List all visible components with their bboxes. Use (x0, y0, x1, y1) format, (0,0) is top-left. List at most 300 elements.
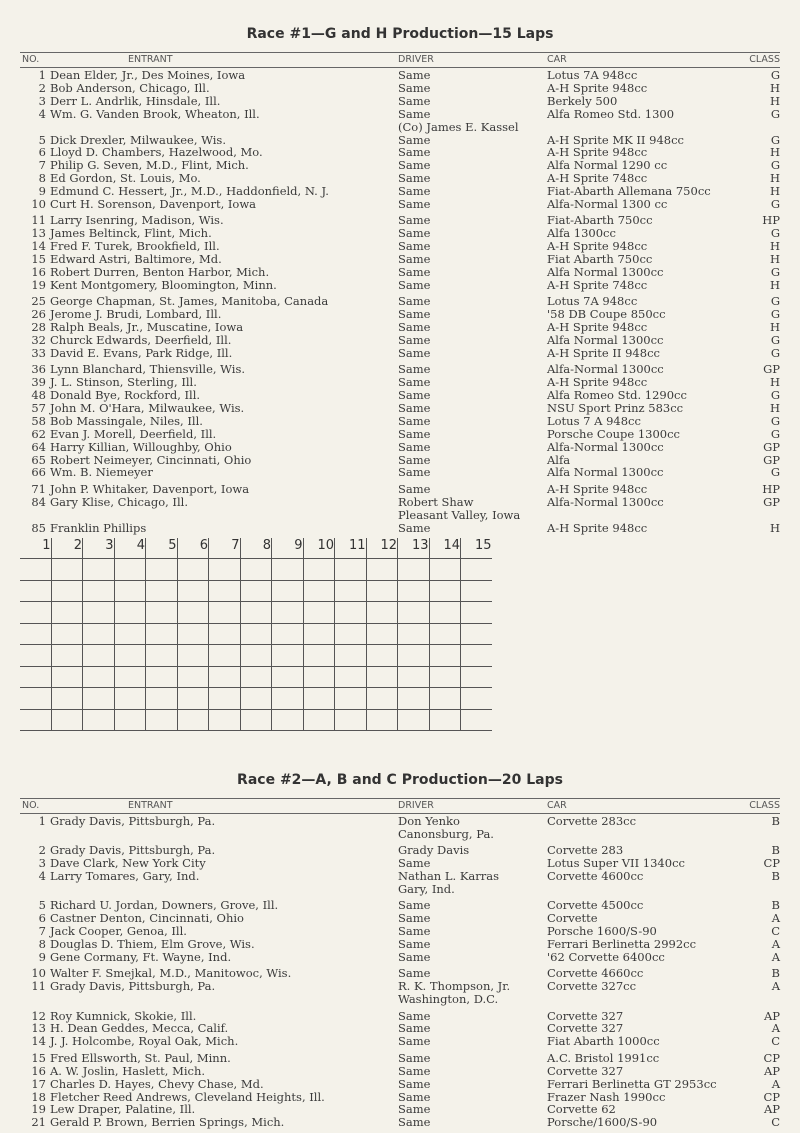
car-class: H (769, 320, 780, 334)
lap-cell (177, 580, 209, 602)
lap-cell (461, 709, 492, 731)
lap-cell (146, 709, 178, 731)
entry-number: 58 (31, 414, 46, 428)
driver-name: Same (398, 213, 431, 227)
lap-cell (272, 580, 304, 602)
lap-cell (429, 709, 461, 731)
entry-number: 48 (31, 388, 46, 402)
entrant-name: Dave Clark, New York City (50, 856, 206, 870)
entry-number: 4 (38, 107, 46, 121)
entrant-name: Franklin Phillips (50, 521, 147, 535)
lap-cell (83, 688, 115, 710)
lap-cell (398, 645, 430, 667)
entrant-name: David E. Evans, Park Ridge, Ill. (50, 346, 233, 360)
driver-name: Same (398, 465, 431, 479)
lap-cell (177, 559, 209, 581)
car-class: G (770, 346, 780, 360)
lap-number: 5 (146, 538, 178, 559)
driver-name: Same (398, 1009, 431, 1023)
entrant-name: Larry Isenring, Madison, Wis. (50, 213, 224, 227)
entry-number: 16 (31, 1064, 46, 1078)
driver-name: Same (398, 1115, 431, 1129)
driver-name: Same (398, 1090, 431, 1104)
car-model: Corvette 327 (547, 1064, 624, 1078)
lap-cell (83, 559, 115, 581)
lap-cell (303, 559, 335, 581)
car-model: A-H Sprite II 948cc (547, 346, 660, 360)
header-entrant: ENTRANT (128, 54, 173, 65)
entrant-name: Edmund C. Hessert, Jr., M.D., Haddonfield, N. J. (50, 184, 329, 198)
driver-name: Same (398, 414, 431, 428)
car-class: G (770, 226, 780, 240)
car-model: Ferrari Berlinetta GT 2953cc (547, 1077, 717, 1091)
lap-number: 11 (335, 538, 367, 559)
lap-cell (146, 666, 178, 688)
header-no: NO. (22, 54, 40, 65)
entry-number: 64 (31, 440, 46, 454)
car-model: '62 Corvette 6400cc (547, 950, 665, 964)
lap-cell (335, 709, 367, 731)
lap-cell (429, 666, 461, 688)
header-no: NO. (22, 800, 40, 811)
car-class: H (769, 278, 780, 292)
car-class: H (769, 521, 780, 535)
lap-number: 15 (461, 538, 492, 559)
lap-cell (209, 559, 241, 581)
entrant-name: Larry Tomares, Gary, Ind. (50, 869, 200, 883)
entrant-name: Douglas D. Thiem, Elm Grove, Wis. (50, 937, 255, 951)
car-class: GP (763, 495, 780, 509)
entry-number: 84 (31, 495, 46, 509)
driver-name: Grady Davis (398, 843, 470, 857)
entrant-name: Ed Gordon, St. Louis, Mo. (50, 171, 201, 185)
entrant-name: James Beltinck, Flint, Mich. (50, 226, 212, 240)
race2-title: Race #2—A, B and C Production—20 Laps (237, 772, 563, 788)
lap-cell (83, 666, 115, 688)
lap-cell (240, 602, 272, 624)
entry-number: 14 (31, 239, 46, 253)
car-class: A (771, 979, 780, 993)
driver-name: Same (398, 856, 431, 870)
car-class: G (770, 307, 780, 321)
driver-name: Same (398, 239, 431, 253)
entry-number: 62 (31, 427, 46, 441)
car-class: HP (762, 482, 780, 496)
lap-cell (398, 666, 430, 688)
lap-cell (335, 645, 367, 667)
driver-name: Same (398, 333, 431, 347)
driver-name: Same (398, 937, 431, 951)
header-class: CLASS (749, 800, 780, 811)
lap-cell (146, 623, 178, 645)
lap-cell (240, 709, 272, 731)
driver-second-line: (Co) James E. Kassel (398, 119, 519, 134)
entry-number: 18 (31, 1090, 46, 1104)
car-model: Corvette 283cc (547, 814, 637, 828)
car-class: A (771, 950, 780, 964)
car-class: GP (763, 440, 780, 454)
lap-cell (335, 666, 367, 688)
lap-cell (20, 559, 51, 581)
car-model: Corvette 283 (547, 843, 624, 857)
car-model: Alfa Normal 1300cc (547, 333, 664, 347)
entrant-name: Lloyd D. Chambers, Hazelwood, Mo. (50, 145, 263, 159)
driver-name: Same (398, 427, 431, 441)
car-model: Alfa Normal 1300cc (547, 265, 664, 279)
entrant-name: J. J. Holcombe, Royal Oak, Mich. (50, 1034, 239, 1048)
entry-number: 9 (38, 950, 46, 964)
lap-cell (398, 580, 430, 602)
car-model: Porsche 1600/S-90 (547, 924, 657, 938)
lap-cell (114, 688, 146, 710)
entrant-name: Grady Davis, Pittsburgh, Pa. (50, 979, 216, 993)
lap-cell (272, 666, 304, 688)
entry-number: 5 (38, 133, 46, 147)
race1-title: Race #1—G and H Production—15 Laps (246, 26, 554, 42)
entrant-name: Lew Draper, Palatine, Ill. (50, 1102, 196, 1116)
lap-cell (146, 559, 178, 581)
lap-cell (83, 645, 115, 667)
lap-cell (366, 623, 398, 645)
entrant-name: Jack Cooper, Genoa, Ill. (50, 924, 187, 938)
entry-number: 7 (38, 924, 46, 938)
car-class: CP (763, 856, 780, 870)
lap-cell (114, 602, 146, 624)
car-model: Fiat-Abarth Allemana 750cc (547, 184, 711, 198)
car-model: Porsche Coupe 1300cc (547, 427, 681, 441)
driver-name: Robert Shaw (398, 495, 474, 509)
driver-name: Same (398, 521, 431, 535)
entry-number: 6 (38, 911, 46, 925)
driver-name: Same (398, 1021, 431, 1035)
entrant-name: Curt H. Sorenson, Davenport, Iowa (50, 197, 257, 211)
lap-cell (303, 709, 335, 731)
car-class: A (771, 911, 780, 925)
car-class: G (770, 107, 780, 121)
lap-cell (272, 709, 304, 731)
car-model: A-H Sprite 948cc (547, 239, 648, 253)
lap-cell (177, 688, 209, 710)
car-model: A-H Sprite 948cc (547, 482, 648, 496)
entrant-name: Harry Killian, Willoughby, Ohio (50, 440, 232, 454)
lap-cell (114, 623, 146, 645)
driver-name: Same (398, 184, 431, 198)
entry-number: 15 (31, 1051, 46, 1065)
lap-number: 13 (398, 538, 430, 559)
entrant-name: Fred Ellsworth, St. Paul, Minn. (50, 1051, 231, 1065)
lap-cell (177, 645, 209, 667)
entry-number: 8 (38, 937, 46, 951)
car-model: Alfa-Normal 1300cc (547, 362, 664, 376)
header-driver: DRIVER (398, 800, 434, 811)
car-class: G (770, 197, 780, 211)
lap-cell (272, 559, 304, 581)
entry-number: 4 (38, 869, 46, 883)
car-class: A (771, 937, 780, 951)
car-class: AP (763, 1102, 780, 1116)
lap-cell (83, 709, 115, 731)
lap-cell (20, 645, 51, 667)
lap-grid-row (20, 688, 492, 710)
lap-cell (461, 623, 492, 645)
car-class: GP (763, 362, 780, 376)
driver-name: Nathan L. Karras (398, 869, 500, 883)
driver-name: Same (398, 1077, 431, 1091)
driver-name: Same (398, 252, 431, 266)
car-model: Corvette 327cc (547, 979, 637, 993)
lap-cell (51, 645, 83, 667)
entrant-name: John M. O'Hara, Milwaukee, Wis. (50, 401, 245, 415)
lap-grid-row (20, 602, 492, 624)
lap-cell (461, 645, 492, 667)
driver-name: Same (398, 1034, 431, 1048)
lap-cell (146, 688, 178, 710)
lap-cell (461, 580, 492, 602)
entrant-name: Grady Davis, Pittsburgh, Pa. (50, 814, 216, 828)
car-model: Corvette 4660cc (547, 966, 644, 980)
lap-cell (461, 688, 492, 710)
driver-name: Same (398, 1102, 431, 1116)
lap-cell (51, 709, 83, 731)
entrant-name: Walter F. Smejkal, M.D., Manitowoc, Wis. (50, 966, 292, 980)
header-driver: DRIVER (398, 54, 434, 65)
car-model: Alfa-Normal 1300cc (547, 495, 664, 509)
car-class: G (770, 294, 780, 308)
entry-number: 19 (31, 278, 46, 292)
lap-cell (366, 688, 398, 710)
driver-name: Same (398, 265, 431, 279)
driver-second-line: Pleasant Valley, Iowa (398, 507, 521, 522)
car-model: Alfa Romeo Std. 1290cc (547, 388, 687, 402)
car-model: Lotus Super VII 1340cc (547, 856, 685, 870)
car-class: C (771, 1115, 780, 1129)
entry-number: 12 (31, 1009, 46, 1023)
driver-name: Same (398, 1064, 431, 1078)
lap-grid-row (20, 580, 492, 602)
lap-number: 7 (209, 538, 241, 559)
car-model: Lotus 7A 948cc (547, 68, 638, 82)
lap-cell (335, 580, 367, 602)
driver-name: Same (398, 294, 431, 308)
entry-number: 17 (31, 1077, 46, 1091)
lap-grid-row (20, 709, 492, 731)
car-model: A.C. Bristol 1991cc (547, 1051, 660, 1065)
entrant-name: Jerome J. Brudi, Lombard, Ill. (50, 307, 222, 321)
car-class: G (770, 465, 780, 479)
driver-name: Same (398, 362, 431, 376)
entry-number: 3 (38, 94, 46, 108)
lap-cell (429, 688, 461, 710)
lap-cell (114, 666, 146, 688)
lap-grid-row (20, 623, 492, 645)
car-class: G (770, 427, 780, 441)
entrant-name: Wm. B. Niemeyer (50, 465, 153, 479)
lap-cell (146, 645, 178, 667)
lap-number: 2 (51, 538, 83, 559)
entry-number: 85 (31, 521, 46, 535)
car-model: Alfa-Normal 1300cc (547, 440, 664, 454)
car-class: G (770, 388, 780, 402)
entrant-name: Evan J. Morell, Deerfield, Ill. (50, 427, 217, 441)
car-model: A-H Sprite MK II 948cc (547, 133, 684, 147)
driver-name: Same (398, 401, 431, 415)
driver-name: Same (398, 226, 431, 240)
car-model: NSU Sport Prinz 583cc (547, 401, 684, 415)
car-model: Alfa (547, 453, 571, 467)
lap-cell (366, 645, 398, 667)
car-class: H (769, 94, 780, 108)
lap-cell (303, 645, 335, 667)
entrant-name: John P. Whitaker, Davenport, Iowa (50, 482, 250, 496)
lap-cell (366, 709, 398, 731)
lap-cell (303, 666, 335, 688)
header-class: CLASS (749, 54, 780, 65)
lap-cell (177, 709, 209, 731)
lap-cell (114, 580, 146, 602)
lap-grid-row (20, 645, 492, 667)
lap-cell (398, 623, 430, 645)
lap-grid-row (20, 538, 492, 559)
driver-name: Same (398, 388, 431, 402)
lap-cell (429, 580, 461, 602)
lap-number: 6 (177, 538, 209, 559)
entry-number: 9 (38, 184, 46, 198)
car-class: H (769, 239, 780, 253)
car-model: Ferrari Berlinetta 2992cc (547, 937, 697, 951)
lap-cell (51, 602, 83, 624)
car-model: Fiat Abarth 1000cc (547, 1034, 660, 1048)
entrant-name: Robert Durren, Benton Harbor, Mich. (50, 265, 270, 279)
entrant-name: George Chapman, St. James, Manitoba, Canada (50, 294, 329, 308)
car-class: B (771, 869, 780, 883)
header-car: CAR (547, 800, 567, 811)
car-model: A-H Sprite 948cc (547, 521, 648, 535)
lap-cell (429, 623, 461, 645)
entrant-name: Wm. G. Vanden Brook, Wheaton, Ill. (50, 107, 260, 121)
lap-cell (20, 623, 51, 645)
driver-name: Same (398, 375, 431, 389)
entry-number: 13 (31, 226, 46, 240)
car-class: GP (763, 453, 780, 467)
entrant-name: Grady Davis, Pittsburgh, Pa. (50, 843, 216, 857)
lap-number: 14 (429, 538, 461, 559)
lap-cell (272, 645, 304, 667)
lap-cell (83, 623, 115, 645)
driver-name: Same (398, 453, 431, 467)
entrant-name: Gary Klise, Chicago, Ill. (50, 495, 188, 509)
entry-number: 66 (31, 465, 46, 479)
header-car: CAR (547, 54, 567, 65)
lap-cell (51, 688, 83, 710)
lap-cell (20, 688, 51, 710)
lap-number: 3 (83, 538, 115, 559)
entry-number: 1 (38, 68, 46, 82)
entrant-name: Charles D. Hayes, Chevy Chase, Md. (50, 1077, 264, 1091)
lap-number: 12 (366, 538, 398, 559)
lap-grid-row (20, 559, 492, 581)
car-model: Corvette 62 (547, 1102, 616, 1116)
car-class: H (769, 375, 780, 389)
entry-number: 11 (31, 213, 46, 227)
car-model: Alfa 1300cc (547, 226, 616, 240)
car-model: Frazer Nash 1990cc (547, 1090, 666, 1104)
driver-name: R. K. Thompson, Jr. (398, 979, 511, 993)
entry-number: 15 (31, 252, 46, 266)
entrant-name: Churck Edwards, Deerfield, Ill. (50, 333, 232, 347)
lap-cell (240, 688, 272, 710)
entrant-name: Bob Massingale, Niles, Ill. (50, 414, 203, 428)
driver-name: Same (398, 924, 431, 938)
entry-number: 13 (31, 1021, 46, 1035)
entry-number: 7 (38, 158, 46, 172)
car-model: Porsche/1600/S-90 (547, 1115, 658, 1129)
lap-chart-grid (20, 538, 492, 731)
lap-cell (461, 559, 492, 581)
car-class: A (771, 1021, 780, 1035)
lap-cell (272, 623, 304, 645)
car-class: G (770, 133, 780, 147)
lap-cell (209, 666, 241, 688)
entry-number: 39 (31, 375, 46, 389)
lap-cell (83, 602, 115, 624)
entrant-name: Gerald P. Brown, Berrien Springs, Mich. (50, 1115, 285, 1129)
entry-number: 71 (31, 482, 46, 496)
lap-cell (398, 602, 430, 624)
car-class: B (771, 966, 780, 980)
car-model: Lotus 7A 948cc (547, 294, 638, 308)
lap-cell (366, 580, 398, 602)
car-class: B (771, 843, 780, 857)
car-class: C (771, 924, 780, 938)
entry-number: 26 (31, 307, 46, 321)
driver-name: Don Yenko (398, 814, 460, 828)
driver-name: Same (398, 133, 431, 147)
entry-number: 2 (38, 843, 46, 857)
car-class: HP (762, 213, 780, 227)
car-class: H (769, 252, 780, 266)
lap-cell (366, 666, 398, 688)
lap-cell (20, 580, 51, 602)
lap-cell (51, 666, 83, 688)
lap-cell (240, 666, 272, 688)
lap-cell (209, 645, 241, 667)
car-class: H (769, 145, 780, 159)
driver-name: Same (398, 1051, 431, 1065)
entry-number: 11 (31, 979, 46, 993)
header-entrant: ENTRANT (128, 800, 173, 811)
entrant-name: Edward Astri, Baltimore, Md. (50, 252, 222, 266)
car-class: C (771, 1034, 780, 1048)
car-class: CP (763, 1051, 780, 1065)
lap-grid-row (20, 666, 492, 688)
lap-cell (209, 580, 241, 602)
car-class: H (769, 171, 780, 185)
lap-cell (146, 580, 178, 602)
lap-cell (114, 645, 146, 667)
lap-number: 9 (272, 538, 304, 559)
lap-cell (429, 559, 461, 581)
lap-cell (240, 559, 272, 581)
car-model: A-H Sprite 948cc (547, 320, 648, 334)
lap-cell (177, 666, 209, 688)
lap-cell (272, 688, 304, 710)
entrant-name: Fred F. Turek, Brookfield, Ill. (50, 239, 220, 253)
entry-number: 19 (31, 1102, 46, 1116)
car-class: G (770, 265, 780, 279)
car-model: Lotus 7 A 948cc (547, 414, 641, 428)
lap-cell (20, 666, 51, 688)
lap-cell (398, 559, 430, 581)
